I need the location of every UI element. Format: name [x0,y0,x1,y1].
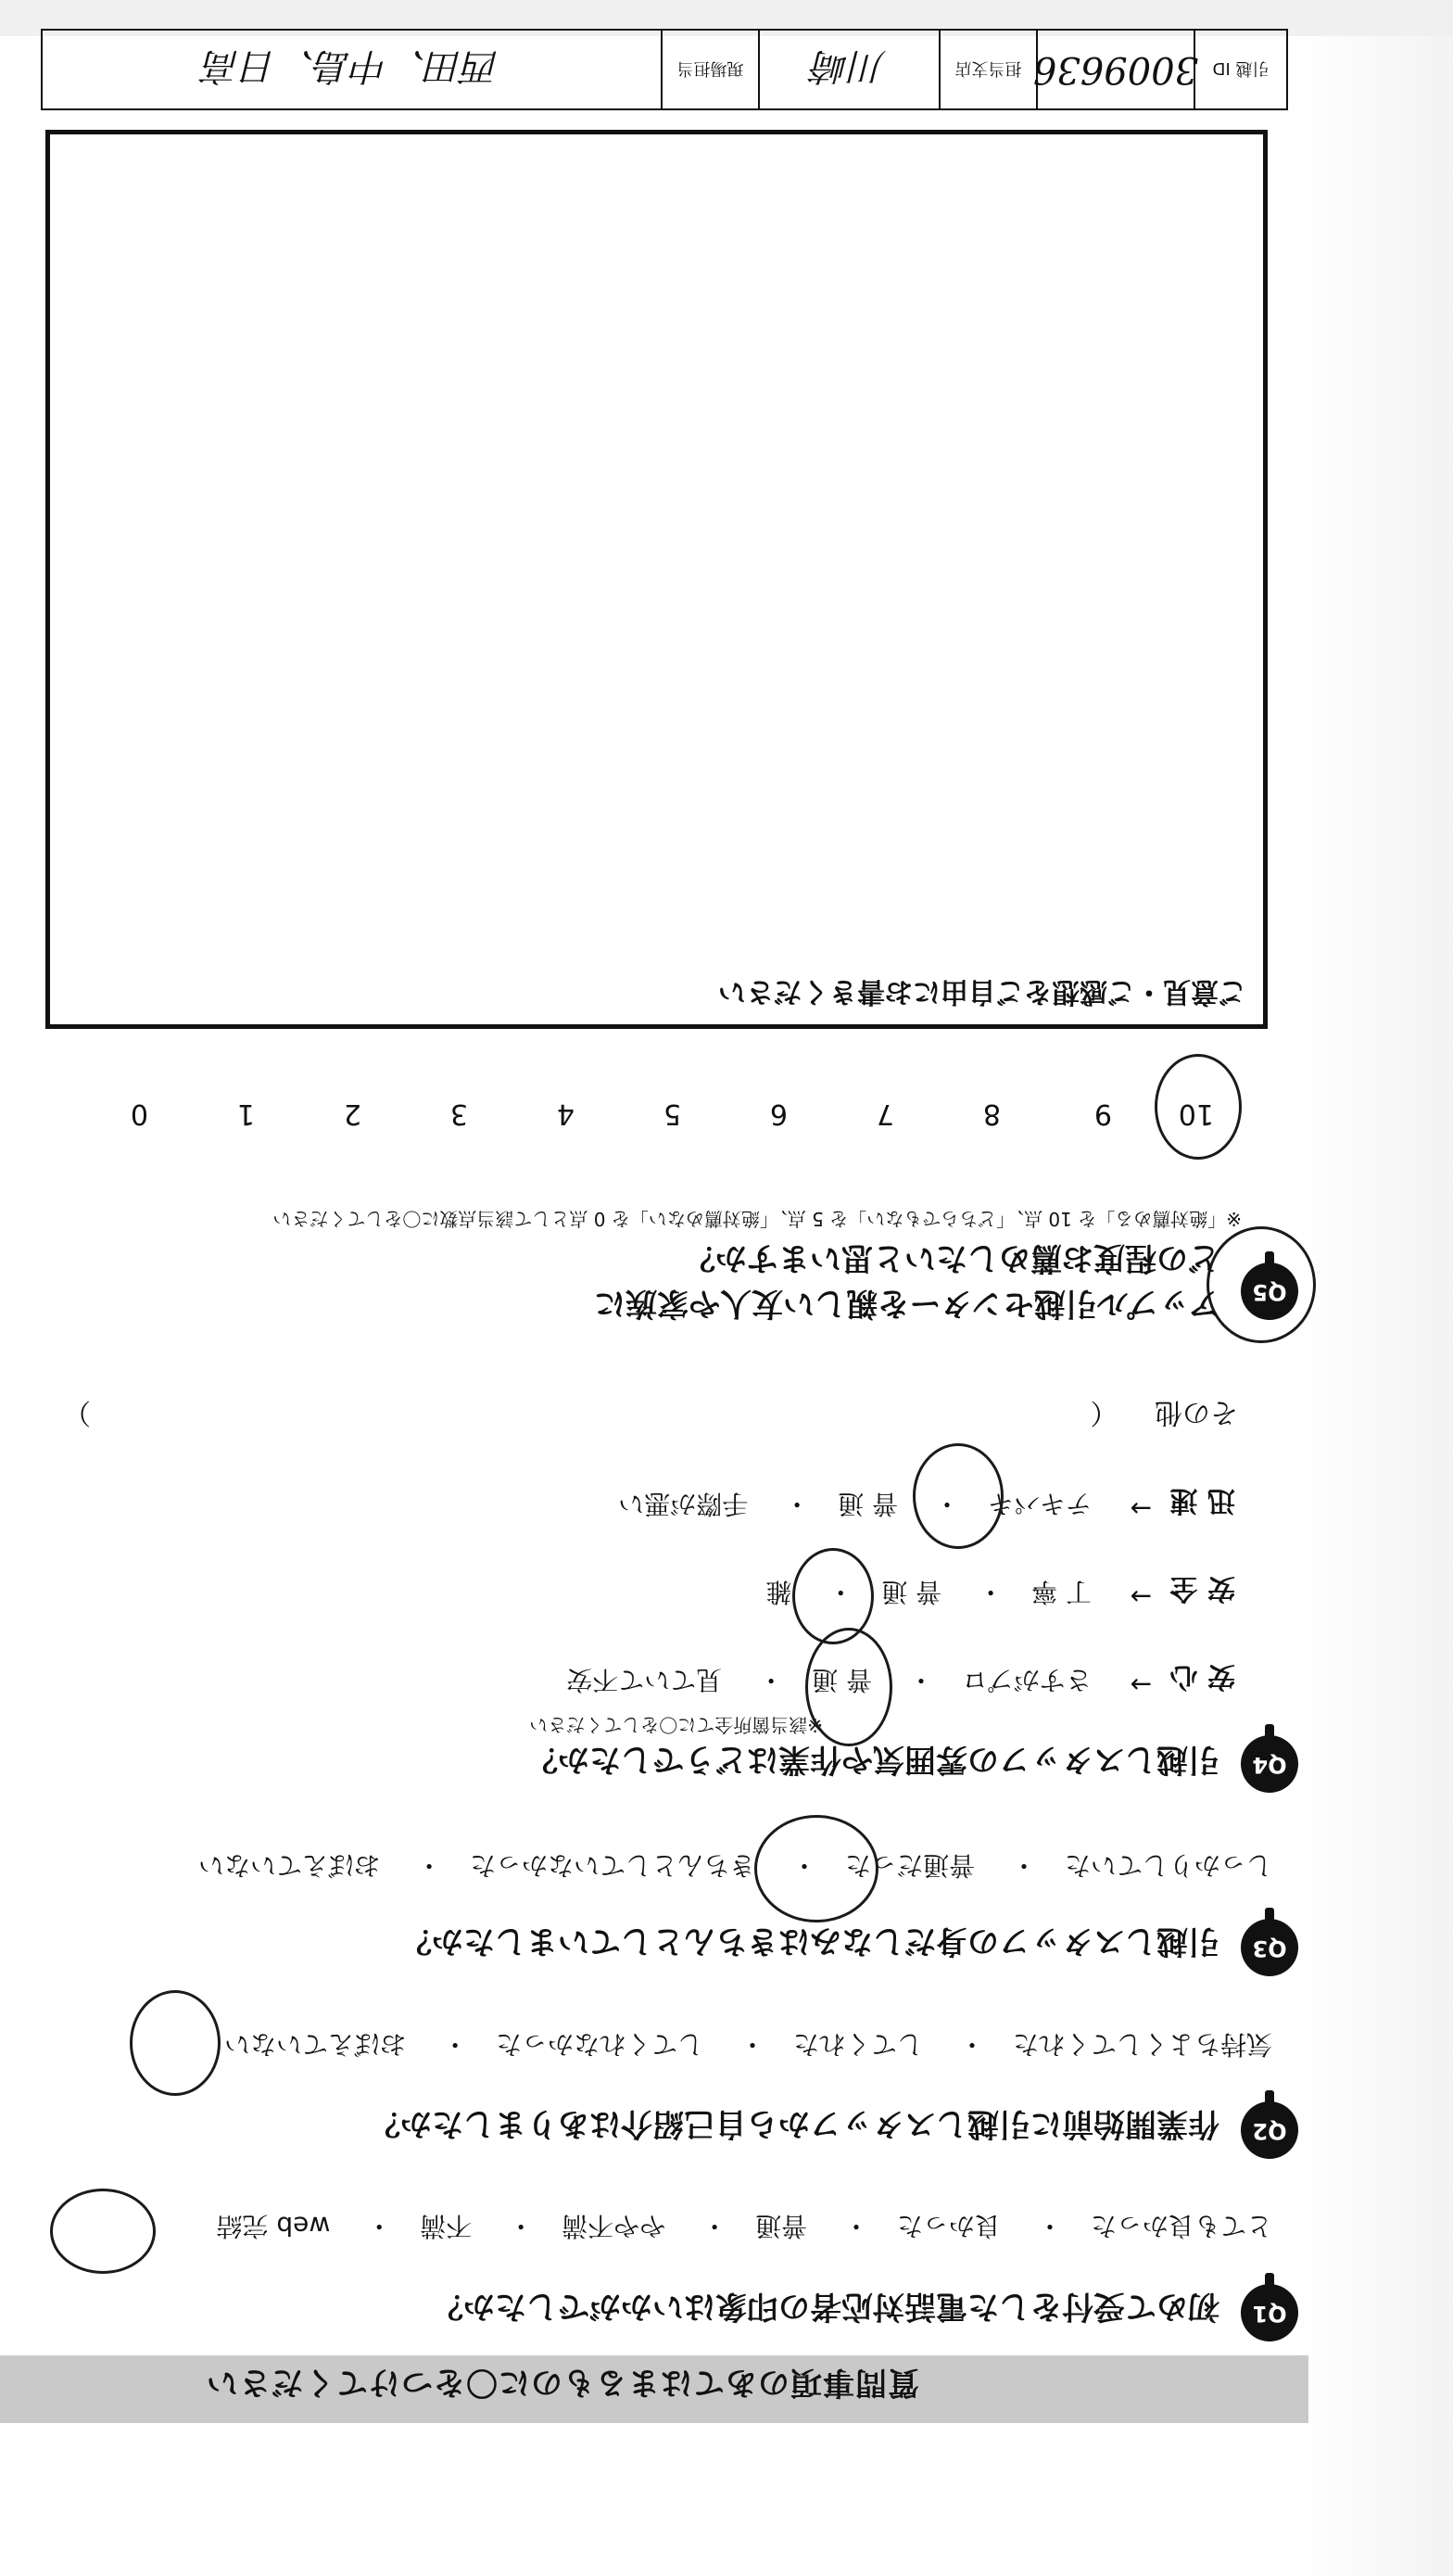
score-option[interactable]: 4 [556,1098,575,1130]
q1-selection-circle [50,2189,156,2274]
staff-label: 現場担当 [661,31,758,108]
score-option[interactable]: 2 [343,1098,361,1130]
comments-title: ご意見・ご感想をご自由にお書きください [718,975,1246,1008]
q5-badge-circle [1207,1226,1316,1343]
score-option[interactable]: 1 [236,1098,255,1130]
q4-row-options: さすがプロ・ 普 通・ 見ていて不安 [566,1665,1092,1695]
q4-row-options: 丁 寧・ 普 通・ 雑 [765,1577,1092,1607]
q4-option[interactable]: テキパキ [987,1489,1092,1519]
score-option[interactable]: 6 [769,1098,788,1130]
q4-option[interactable]: 雑 [765,1577,792,1607]
q2-badge: Q2 [1241,2101,1298,2159]
q1-option[interactable]: 不満 [420,2211,473,2241]
q4-row-label: 安 全 [1169,1572,1235,1605]
q2-option[interactable]: 気持ちよくしてくれた [1012,2029,1272,2060]
q4-option[interactable]: 普 通 [881,1577,942,1607]
score-option[interactable]: 9 [1093,1098,1112,1130]
q4-anzen-circle [792,1548,874,1644]
arrow-icon: → [1130,1581,1152,1612]
q5-selection-circle [1155,1054,1242,1160]
arrow-icon: → [1130,1669,1152,1700]
instructions-text: 質問事項のあてはまるものに〇をつけてください [206,2364,919,2401]
q3-options: しっかりしていた・ 普通だった・ きちんとしていなかった・ おぼえていない [198,1850,1272,1881]
q2-option[interactable]: おぼえていない [224,2029,407,2060]
q3-question: 引越しスタッフの身だしなみはきちんとしていましたか？ [400,1922,1219,1960]
id-value: 3009636 [1036,31,1194,108]
q2-selection-circle [130,1990,221,2096]
q4-question: 引越しスタッフの雰囲気や作業はどうでしたか？ [526,1741,1219,1778]
id-table [41,29,1288,110]
q3-option[interactable]: しっかりしていた [1064,1850,1272,1881]
q1-option[interactable]: とても良かった [1090,2211,1272,2241]
q5-question-line2: どの程度お薦めしたいと思いますか？ [684,1239,1219,1276]
id-label: 引越 ID [1194,31,1286,108]
branch-value: 川崎 [758,31,939,108]
q1-option[interactable]: 良かった [897,2211,1002,2241]
q3-selection-circle [754,1815,878,1922]
q4-other-close: ） [63,1396,91,1428]
q4-other [1062,1395,1238,1436]
q5-badge: Q5 [1241,1263,1298,1320]
q3-option[interactable]: おぼえていない [198,1850,381,1881]
branch-label: 担当支店 [939,31,1036,108]
scan-shadow [1295,0,1453,2576]
q2-option[interactable]: してくれなかった [496,2029,704,2060]
q3-option[interactable]: 普通だった [845,1850,976,1881]
q3-badge: Q3 [1241,1919,1298,1976]
q4-option[interactable]: 普 通 [812,1665,873,1695]
q4-note: ※該当箇所全てに〇をしてください [529,1714,823,1736]
comments-box[interactable] [45,130,1268,1029]
score-option[interactable]: 10 [1178,1098,1214,1130]
score-option[interactable]: 8 [982,1098,1001,1130]
q4-option[interactable]: 見ていて不安 [566,1665,723,1695]
q2-question: 作業開始前に引越しスタッフから自己紹介はありましたか？ [369,2105,1219,2142]
q2-option[interactable]: してくれた [793,2029,924,2060]
q2-options: 気持ちよくしてくれた・ してくれた・ してくれなかった・ おぼえていない [224,2029,1272,2060]
arrow-icon: → [1130,1493,1152,1524]
q3-option[interactable]: きちんとしていなかった [470,1850,756,1881]
q1-option[interactable]: 普通 [755,2211,808,2241]
q4-jinsoku-circle [913,1443,1004,1549]
q1-question: 初めて受付をした電話対応者の印象はいかがでしたか？ [432,2288,1219,2325]
instructions-band [0,2355,1308,2423]
q4-option[interactable]: さすがプロ [961,1665,1092,1695]
q1-badge: Q1 [1241,2284,1298,2341]
q4-badge: Q4 [1241,1735,1298,1793]
q4-other-open: （ [1090,1396,1118,1428]
q4-option[interactable]: 手際が悪い [618,1489,749,1519]
q4-other-label: その他 [1155,1396,1238,1428]
q5-note: ※「絶対薦める」を 10 点、「どちらでもない」を 5 点、「絶対薦めない」を 0 点として該当点数に〇をしてください [272,1208,1242,1230]
q4-anshin-circle [805,1628,892,1746]
q4-row-label: 迅 速 [1169,1484,1235,1516]
q4-option[interactable]: 丁 寧 [1031,1577,1092,1607]
score-option[interactable]: 7 [876,1098,894,1130]
q1-option[interactable]: やや不満 [562,2211,666,2241]
score-option[interactable]: 5 [663,1098,681,1130]
staff-value: 西田、中島、日高 [203,44,500,88]
q4-row-options: テキパキ・ 普 通・ 手際が悪い [618,1489,1092,1519]
q5-scale [65,1093,1214,1130]
score-option[interactable]: 3 [449,1098,468,1130]
q1-options: とても良かった・ 良かった・ 普通・ やや不満・ 不満・ web 完結 [216,2211,1272,2241]
q4-row-label: 安 心 [1169,1660,1235,1693]
q4-option[interactable]: 普 通 [838,1489,899,1519]
q5-question-line1: アップル引越センターを親しい友人や家族に [594,1285,1219,1322]
q1-option[interactable]: web 完結 [216,2211,331,2241]
score-option[interactable]: 0 [130,1098,148,1130]
